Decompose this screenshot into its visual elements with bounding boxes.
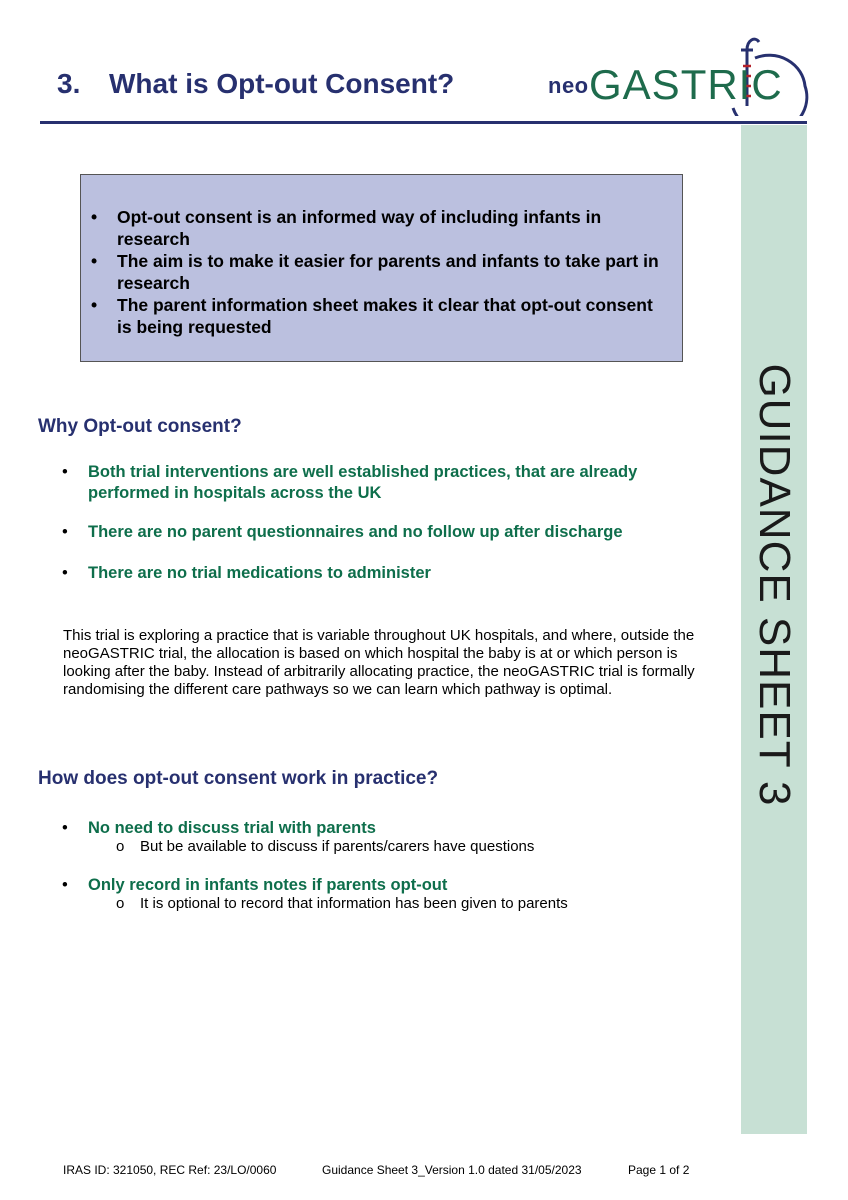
logo-prefix: neo [548, 73, 589, 98]
summary-item [91, 250, 671, 294]
footer-ids: IRAS ID: 321050, REC Ref: 23/LO/0060 [63, 1163, 277, 1177]
why-list [62, 563, 702, 584]
why-item-text: There are no trial medications to administer [88, 564, 431, 582]
summary-item [91, 206, 671, 250]
bullet-icon: • [62, 463, 68, 481]
how-list [62, 875, 702, 896]
circle-bullet-icon: o [116, 895, 125, 912]
bullet-icon: • [62, 819, 68, 837]
side-label: GUIDANCE SHEET 3 [750, 363, 799, 807]
title-divider [40, 121, 807, 124]
summary-item-text: Opt-out consent is an informed way of including infants in research [117, 207, 602, 249]
page-title [57, 68, 454, 100]
how-subitem-text: But be available to discuss if parents/carers have questions [140, 838, 535, 855]
how-list [62, 818, 702, 839]
why-item [62, 462, 702, 504]
how-subitem [116, 895, 568, 912]
neogastric-logo [545, 36, 813, 116]
why-item [62, 563, 702, 584]
summary-list [91, 206, 671, 338]
why-heading: Why Opt-out consent? [38, 416, 242, 437]
why-item [62, 522, 702, 543]
circle-bullet-icon: o [116, 838, 125, 855]
summary-box [80, 174, 683, 362]
bullet-icon: • [62, 523, 68, 541]
bullet-icon: • [91, 207, 98, 227]
how-item-text: Only record in infants notes if parents opt-out [88, 876, 448, 894]
footer-page: Page 1 of 2 [628, 1163, 690, 1177]
section-number: 3. [57, 68, 81, 99]
why-list [62, 522, 702, 543]
how-heading: How does opt-out consent work in practice? [38, 768, 439, 789]
bullet-icon: • [91, 295, 98, 315]
footer-version: Guidance Sheet 3_Version 1.0 dated 31/05/2023 [322, 1163, 582, 1177]
why-list [62, 462, 702, 504]
how-subitem-text: It is optional to record that information has been given to parents [140, 895, 568, 912]
why-paragraph: This trial is exploring a practice that is variable throughout UK hospitals, and where, outside the neoGASTRIC trial, the allocation is based on which hospital the baby is at or which person is looking after the baby. Instead of arbitrarily allocating practice, the neoGASTRIC trial is formally randomising the different care pathways so we can learn which pathway is optimal. [63, 627, 695, 698]
summary-item [91, 294, 671, 338]
how-item-text: No need to discuss trial with parents [88, 819, 376, 837]
title-text: What is Opt-out Consent? [109, 68, 455, 99]
bullet-icon: • [91, 251, 98, 271]
logo-name: GASTRIC [589, 61, 783, 108]
why-item-text: There are no parent questionnaires and no follow up after discharge [88, 523, 623, 541]
how-subitem [116, 838, 534, 855]
how-item [62, 875, 702, 896]
bullet-icon: • [62, 564, 68, 582]
why-item-text: Both trial interventions are well established practices, that are already performed in hospitals across the UK [88, 463, 638, 502]
summary-item-text: The aim is to make it easier for parents and infants to take part in research [117, 251, 659, 293]
how-item [62, 818, 702, 839]
bullet-icon: • [62, 876, 68, 894]
summary-item-text: The parent information sheet makes it clear that opt-out consent is being requested [117, 295, 653, 337]
